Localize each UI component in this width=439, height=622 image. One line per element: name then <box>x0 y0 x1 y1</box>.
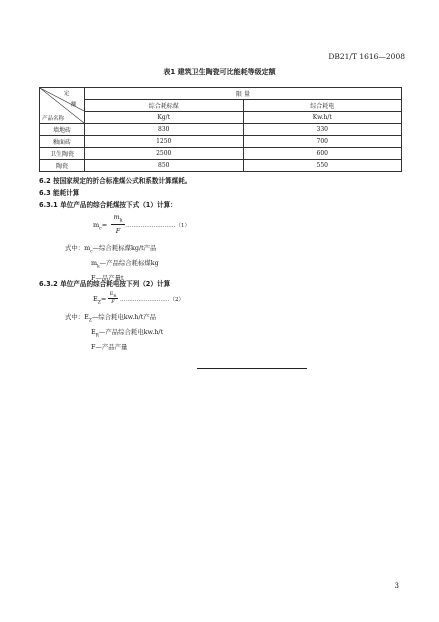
energy-quota-table <box>39 87 402 172</box>
product-name: 墙地砖 <box>40 124 85 136</box>
page-number: 3 <box>394 582 399 590</box>
corner-label-bottom: 产品名称 <box>42 116 65 122</box>
electricity-value: 600 <box>243 148 402 160</box>
formula-2-denominator: F <box>111 299 115 305</box>
formula-1-numerator: $m_k$ <box>113 213 123 224</box>
electricity-value: 330 <box>243 124 402 136</box>
formula-2-number: ………………………（2） <box>120 297 184 303</box>
end-rule <box>197 368 307 369</box>
formula-1-number: ………………………（1） <box>126 223 190 229</box>
table-caption: 表1 建筑卫生陶瓷可比能耗等级定额 <box>163 68 276 76</box>
formula-2-lhs: $E_Z=$ <box>93 295 107 306</box>
clause-6-3-heading: 6.3 能耗计算 <box>39 189 80 197</box>
unit-cell: Kg/t <box>85 112 244 124</box>
definition-line: 式中：$E_Z—$综合耗电kw.h/t产品 <box>65 313 157 324</box>
formula-2-definitions <box>65 312 163 353</box>
table-corner-cell <box>40 88 85 124</box>
table-row <box>40 148 402 160</box>
unit-cell: Kw.h/t <box>243 112 402 124</box>
table-row <box>40 124 402 136</box>
formula-2 <box>93 291 233 311</box>
electricity-value: 550 <box>243 160 402 172</box>
column-header: 综合耗电 <box>243 100 402 112</box>
electricity-value: 700 <box>243 136 402 148</box>
definition-line: F—品产量t <box>91 273 124 282</box>
formula-2-numerator: $E_R$ <box>109 291 117 298</box>
definition-line: $E_R—$产品综合耗电kw.h/t <box>91 327 164 339</box>
clause-6-2: 6.2 按国家规定的折合标准煤公式和系数计算煤耗。 <box>39 177 192 185</box>
table-row <box>40 136 402 148</box>
formula-1-lhs: $m_c=$ <box>93 221 108 232</box>
standard-number: DB21/T 1616—2008 <box>328 52 405 61</box>
product-name: 陶瓷 <box>40 160 85 172</box>
definition-line: F—产品产量 <box>91 342 128 351</box>
product-name: 釉面砖 <box>40 136 85 148</box>
formula-1-denominator: F <box>115 227 121 235</box>
coal-value: 850 <box>85 160 244 172</box>
corner-label-mid: 额 <box>71 102 77 108</box>
group-header: 限 量 <box>85 88 402 100</box>
clause-6-3-1: 6.3.1 单位产品的综合耗煤按下式（1）计算： <box>39 201 177 209</box>
table-row <box>40 160 402 172</box>
corner-label-top: 定 <box>64 91 70 97</box>
product-name: 卫生陶瓷 <box>40 148 85 160</box>
coal-value: 830 <box>85 124 244 136</box>
clause-6-3-2: 6.3.2 单位产品的综合耗电按下列（2）计算 <box>39 280 171 288</box>
definition-line: $m_k—$产品综合耗标煤kg <box>91 258 159 270</box>
column-header: 综合耗标煤 <box>85 100 244 112</box>
fraction-bar <box>111 224 125 225</box>
coal-value: 1250 <box>85 136 244 148</box>
formula-1 <box>93 213 233 239</box>
definition-line: 式中：$m_c—$综合耗标煤kg/t产品 <box>65 244 157 255</box>
coal-value: 2500 <box>85 148 244 160</box>
